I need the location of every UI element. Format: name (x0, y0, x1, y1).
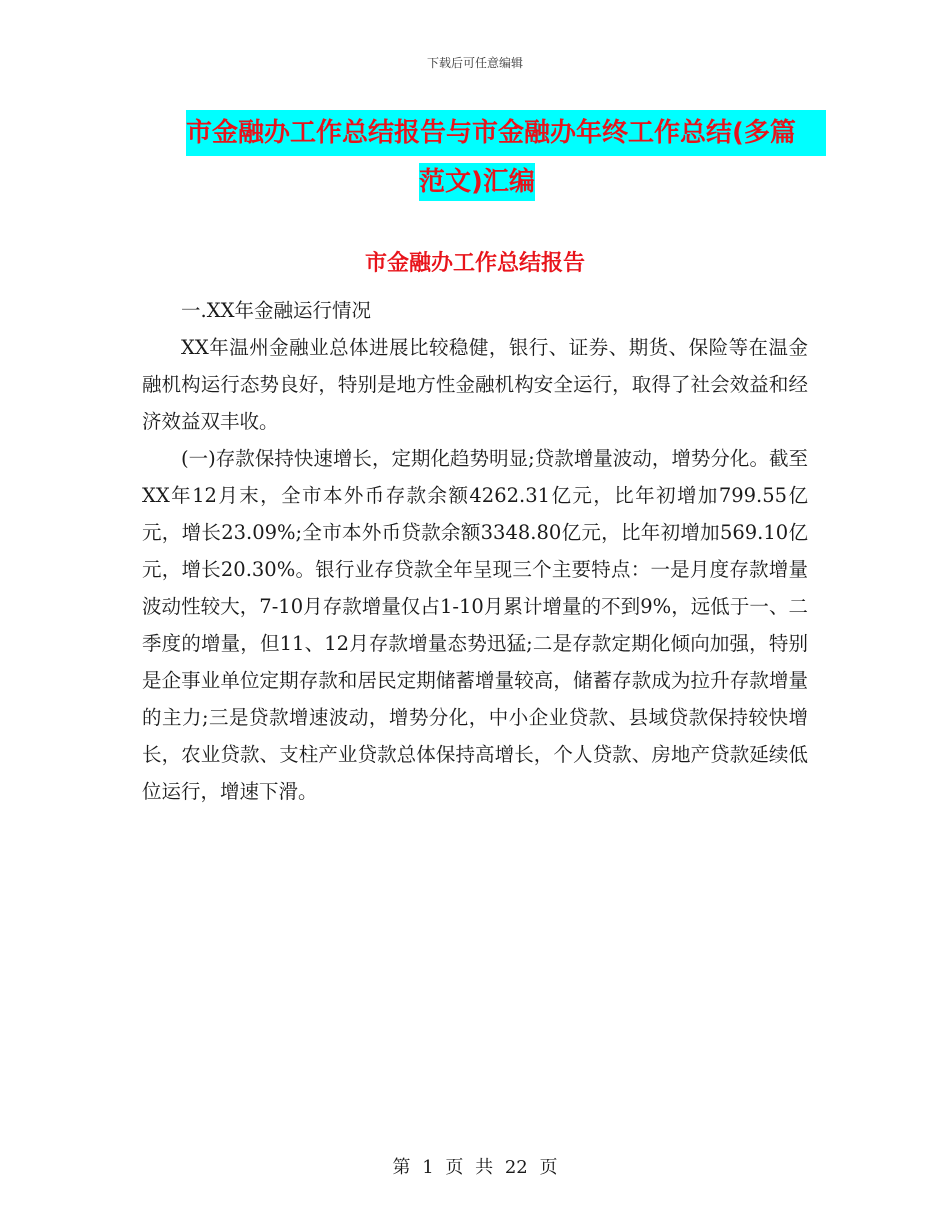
section-title: 市金融办工作总结报告 (364, 251, 585, 276)
document-body (142, 292, 808, 810)
document-title-line1: 市金融办工作总结报告与市金融办年终工作总结(多篇 (186, 110, 826, 156)
paragraph: XX年温州金融业总体进展比较稳健，银行、证券、期货、保险等在温金融机构运行态势良好，特别是地方性金融机构安全运行，取得了社会效益和经济效益双丰收。 (142, 336, 808, 433)
paragraph: (一)存款保持快速增长，定期化趋势明显;贷款增量波动，增势分化。截至XX年12月末，全市本外币存款余额4262.31亿元，比年初增加799.55亿元，增长23.09%;全市本外币贷款余额3348.80亿元，比年初增加569.10亿元，增长20.30%。银行业存贷款全年呈现三个主要特点：一是月度存款增量波动性较大，7-10月存款增量仅占1-10月累计增量的不到9%，远低于一、二季度的增量，但11、12月存款增量态势迅猛;二是存款定期化倾向加强，特别是企事业单位定期存款和居民定期储蓄增量较高，储蓄存款成为拉升存款增量的主力;三是贷款增速波动，增势分化，中小企业贷款、县域贷款保持较快增长，农业贷款、支柱产业贷款总体保持高增长，个人贷款、房地产贷款延续低位运行，增速下滑。 (142, 447, 808, 803)
header-note: 下载后可任意编辑 (426, 56, 523, 70)
paragraph-heading: 一.XX年金融运行情况 (181, 299, 371, 322)
page-number: 第 1 页 共 22 页 (392, 1157, 558, 1178)
document-title-line2: 范文)汇编 (419, 163, 535, 201)
document-title (186, 110, 826, 208)
